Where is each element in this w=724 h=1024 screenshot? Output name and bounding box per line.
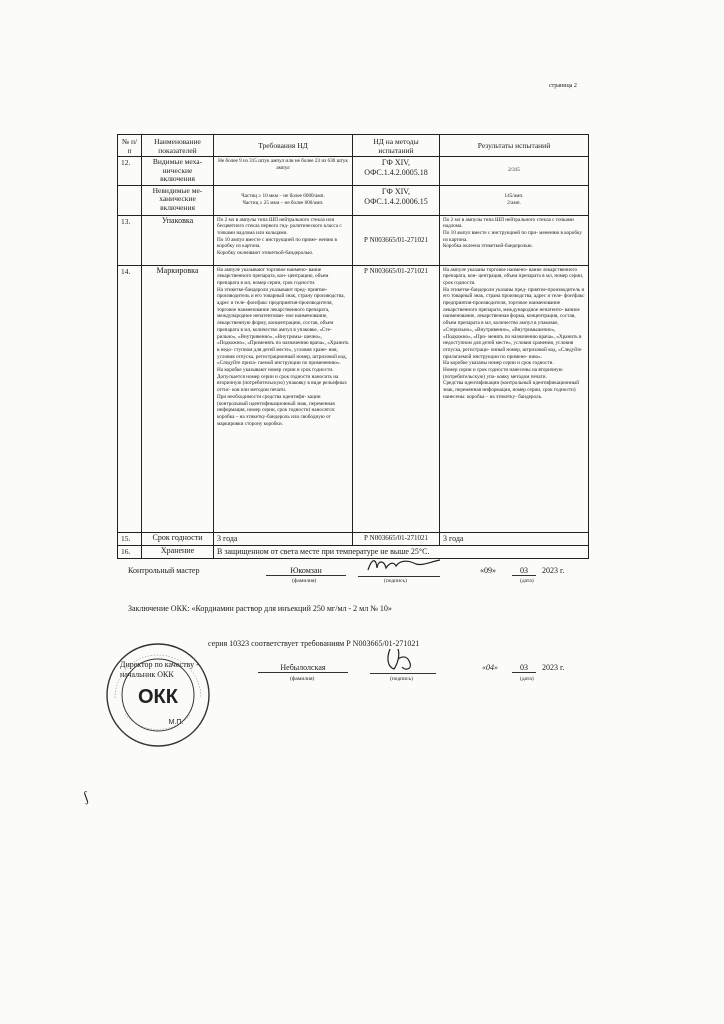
row-13-req (214, 215, 353, 265)
row-12-num: 12. (118, 157, 142, 186)
header-name: Наименование показателей (142, 135, 214, 157)
table-row-12a (118, 157, 589, 186)
row-13-res-3: Коробка оклеена этикеткой-бандеролью. (443, 243, 533, 250)
row-15-name: Срок годности (142, 532, 214, 545)
row-12-invisible-result-2: 2/амп. (507, 200, 521, 206)
control-master-signature (358, 566, 440, 577)
test-results-table (117, 134, 589, 559)
company-seal-icon (103, 640, 213, 750)
row-14-name: Маркировка (142, 265, 214, 532)
director-date-day: «04» (482, 663, 498, 672)
row-13-res-2: По 10 ампул вместе с инструкцией по при- менению в коробку из картона. (443, 229, 583, 243)
row-13-req-1: По 2 мл в ампулы типа ШП нейтрального стекла или бесцветного стекла первого гид- ролитического класса с точками надлома или кольцами. (217, 216, 342, 236)
header-requirements: Требования НД (214, 135, 353, 157)
row-14-req-5: При необходимости средства идентифи- кации (контрольный идентификационный знак, переменная информация, номер серии, срок годности) наносятся: коробка – на этикетку-бандероль или свободную от маркировки сторону коробки. (217, 393, 336, 427)
row-14-req-3: На коробке указывают номер серии и срок годности. (217, 367, 334, 374)
header-method: НД на методы испытаний (353, 135, 440, 157)
control-master-label: Контрольный мастер (128, 566, 200, 575)
seal-center-text: ОКК (138, 686, 178, 708)
row-14-req-2: На этикетке-бандероли указывают пред- приятие-производитель и его товарный знак, страну производства, адрес и теле- фон/факс предприятия-производителя, торговое наименование лекарственного препарата, международное непатентован- ное наименование, лекарственную форму, концентрацию, состав, объем препарата в мл, количество ампул в упаковке, «Сте- рильно», «Внутривенно», «Внутримы- шечно», «Подкожно», «Применять по назначению врача», «Хранить в недо- ступном для детей месте», условия хране- ния, условия отпуска, регистрационный номер, штриховой код, «Следуйте прила- гаемой инструкции по применению». (217, 286, 349, 367)
row-12-invisible-req-2: Частиц ≥ 25 мкм – не более 600/амп. (242, 200, 324, 206)
row-16-name: Хранение (142, 545, 214, 558)
row-15-num: 15. (118, 532, 142, 545)
row-16-text: В защищенном от света месте при температуре не выше 25°С. (214, 545, 589, 558)
director-name-caption: (фамилия) (290, 676, 315, 682)
row-14-res-5: Средства идентификации (контрольный идентификационный знак, переменная информация, номер серии, срок годности) нанесены: коробка – на этикетку- бандероль. (443, 380, 579, 400)
row-13-method: Р N003665/01-271021 (353, 215, 440, 265)
row-14-res-2: На этикетке-бандероли указаны пред- приятие-производитель и его товарный знак, страна производства, адрес и теле- фон/факс предприятия-производителя, торговое наименование лекарственного препарата, международное непатенто- ванное наименование, лекарственная форма, концентрация, состав, объем препарата в мл, количество ампул в упаковке, «Стерильно», «Внутривенно», «Внутримышечно», «Подкожно», «При- менять по назначению врача», «Хранить в недоступном для детей месте», условия хранения, условия отпуска, регистраци- онный номер, штриховой код, «Следуйте прилагаемой инструкции по примене- нию». (443, 286, 585, 360)
row-12-invisible-req (214, 185, 353, 215)
row-13-name: Упаковка (142, 215, 214, 265)
signature-scribble-2 (380, 645, 430, 673)
director-signature (370, 663, 436, 674)
table-header-row (118, 135, 589, 157)
table-row-12b (118, 185, 589, 215)
row-14-num: 14. (118, 265, 142, 532)
row-15-req: 3 года (214, 532, 353, 545)
header-results: Результаты испытаний (440, 135, 589, 157)
row-12-visible-result: 2/315 (440, 157, 589, 186)
row-12-visible-req: Не более 9 из 315 штук ампул или не более 23 из 630 штук ампул (214, 157, 353, 186)
row-12-invisible-result-1: 145/амп. (504, 193, 524, 200)
row-14-method: Р N003665/01-271021 (353, 265, 440, 532)
row-14-req-1: На ампуле указывают торговое наимено- вание лекарственного препарата, кон- центрацию, объем препарата в мл, номер серии, срок годности. (217, 266, 329, 286)
control-name-caption: (фамилия) (292, 578, 317, 584)
row-13-res-1: По 2 мл в ампулы типа ШП нейтрального стекла с точками надлома. (443, 216, 574, 230)
table-row-13 (118, 215, 589, 265)
control-date-day: «09» (480, 566, 496, 575)
row-14-res-1: На ампуле указаны торговое наимено- вание лекарственного препарата, кон- центрация, объем препарата в мл, номер серии, срок годности. (443, 266, 584, 286)
table-row-16 (118, 545, 589, 558)
control-master-name: Юкомзан (266, 566, 346, 576)
row-14-res (440, 265, 589, 532)
director-date-caption: (дата) (520, 676, 534, 682)
control-date-caption: (дата) (520, 578, 534, 584)
scan-speck: · (209, 817, 211, 822)
conclusion-line-2: серия 10323 соответствует требованиям Р N003665/01-271021 (208, 639, 420, 648)
header-num: № п/п (118, 135, 142, 157)
table-row-15 (118, 532, 589, 545)
margin-handwritten-mark: ʃ (81, 789, 91, 806)
row-14-req (214, 265, 353, 532)
row-13-res (440, 215, 589, 265)
page-number: страница 2 (549, 83, 577, 89)
row-12-visible-name: Видимые меха- нические включения (142, 157, 214, 186)
row-12-invisible-name: Невидимые ме- ханические включения (142, 185, 214, 215)
director-date-year: 2023 г. (542, 663, 565, 672)
director-date-month: 03 (512, 663, 536, 673)
control-date-year: 2023 г. (542, 566, 565, 575)
director-label-1: Директор по качеству - (120, 660, 199, 669)
director-label-2: начальник ОКК (120, 670, 174, 679)
conclusion-line-1: Заключение ОКК: «Кордиамин раствор для инъекций 250 мг/мл - 2 мл № 10» (128, 604, 392, 613)
table-row-14 (118, 265, 589, 532)
row-12-invisible-req-1: Частиц ≥ 10 мкм – не более 6000/амп. (241, 193, 325, 200)
control-signature-caption: (подпись) (384, 578, 407, 584)
row-16-num: 16. (118, 545, 142, 558)
row-12-visible-method: ГФ XIV, ОФС.1.4.2.0005.18 (353, 157, 440, 186)
row-14-req-4: Допускается номер серии и срок годности наносить на вторичную (потребительскую) упаковку в виде рельефных оттис- ков или методом печати. (217, 373, 348, 394)
signature-scribble-1 (364, 556, 444, 574)
row-13-req-3: Коробку оклеивают этикеткой-бандеролью. (217, 250, 314, 257)
row-13-req-2: По 10 ампул вместе с инструкцией по приме- нению в коробку из картона. (217, 236, 338, 250)
director-signature-caption: (подпись) (390, 676, 413, 682)
row-12-invisible-method: ГФ XIV, ОФС.1.4.2.0006.15 (353, 185, 440, 215)
row-15-method: Р N003665/01-271021 (353, 532, 440, 545)
row-14-res-3: На коробке указаны номер серии и срок годности. (443, 360, 554, 367)
seal-mp-text: М.П. (168, 719, 184, 726)
row-15-res: 3 года (440, 532, 589, 545)
row-12-num-cont (118, 185, 142, 215)
control-date-month: 03 (512, 566, 536, 576)
director-name: Небылолская (258, 663, 348, 673)
row-12-invisible-result (440, 185, 589, 215)
row-13-num: 13. (118, 215, 142, 265)
row-14-res-4: Номер серии и срок годности нанесены на вторичную (потребительскую) упа- ковку методом печати. (443, 367, 563, 380)
